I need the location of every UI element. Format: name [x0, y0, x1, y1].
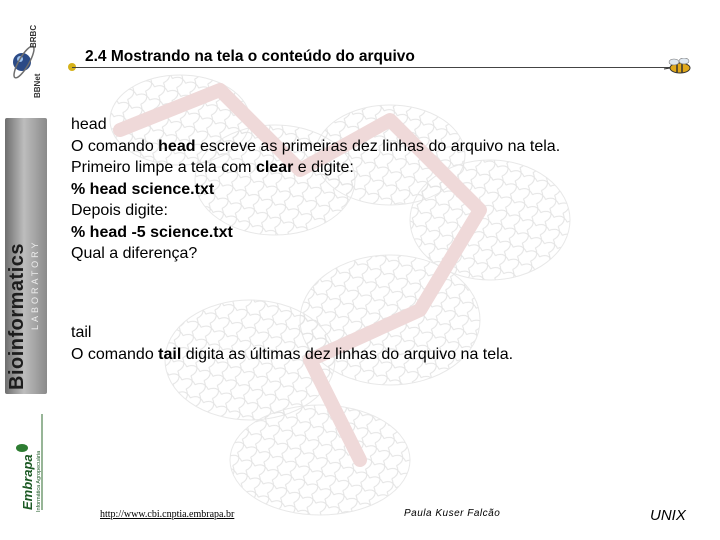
command-keyword: clear [255, 159, 294, 176]
command-example-2 [71, 222, 560, 244]
command-keyword: tail [158, 345, 182, 363]
laboratory-sidebar-subtext: LABORATORY [30, 239, 40, 330]
tail-section [71, 322, 513, 365]
text-fragment: O comando [71, 137, 159, 155]
footer-website-link[interactable]: http://www.cbi.cnptia.embrapa.br [100, 509, 235, 520]
head-section [71, 114, 560, 265]
bioinformatics-sidebar-text: Bioinformatics [6, 242, 28, 390]
question-line: Qual a diferença? [71, 245, 198, 262]
svg-text:Informática Agropecuária: Informática Agropecuária [36, 450, 42, 512]
command-text: % head science.txt [71, 180, 215, 198]
command-example-1 [71, 179, 560, 201]
brbc-bbnet-logo [2, 22, 46, 102]
text-fragment: digita as últimas dez linhas do arquivo na tela. [181, 345, 514, 363]
svg-text:Embrapa: Embrapa [20, 454, 35, 510]
text-fragment: Primeiro limpe a tela com [71, 159, 256, 176]
text-fragment: e digite: [293, 159, 354, 176]
tail-description-line [71, 344, 513, 366]
bee-icon [660, 58, 698, 76]
title-underline [72, 67, 672, 68]
tail-heading: tail [71, 324, 92, 341]
svg-text:BBNet: BBNet [33, 73, 42, 98]
text-fragment: O comando [71, 345, 159, 363]
footer-course-label: UNIX [650, 507, 686, 524]
head-heading: head [71, 116, 107, 133]
then-type-line: Depois digite: [71, 202, 168, 219]
svg-text:BRBC: BRBC [29, 24, 38, 48]
command-keyword: head [158, 137, 196, 155]
text-fragment: escreve as primeiras dez linhas do arquivo na tela. [195, 137, 561, 155]
head-description-line [71, 136, 560, 158]
footer-author: Paula Kuser Falcão [404, 508, 501, 519]
clear-instruction-line [71, 157, 560, 179]
embrapa-logo [8, 412, 48, 514]
command-text: % head -5 science.txt [71, 223, 233, 241]
slide-title: 2.4 Mostrando na tela o conteúdo do arquivo [85, 48, 415, 65]
